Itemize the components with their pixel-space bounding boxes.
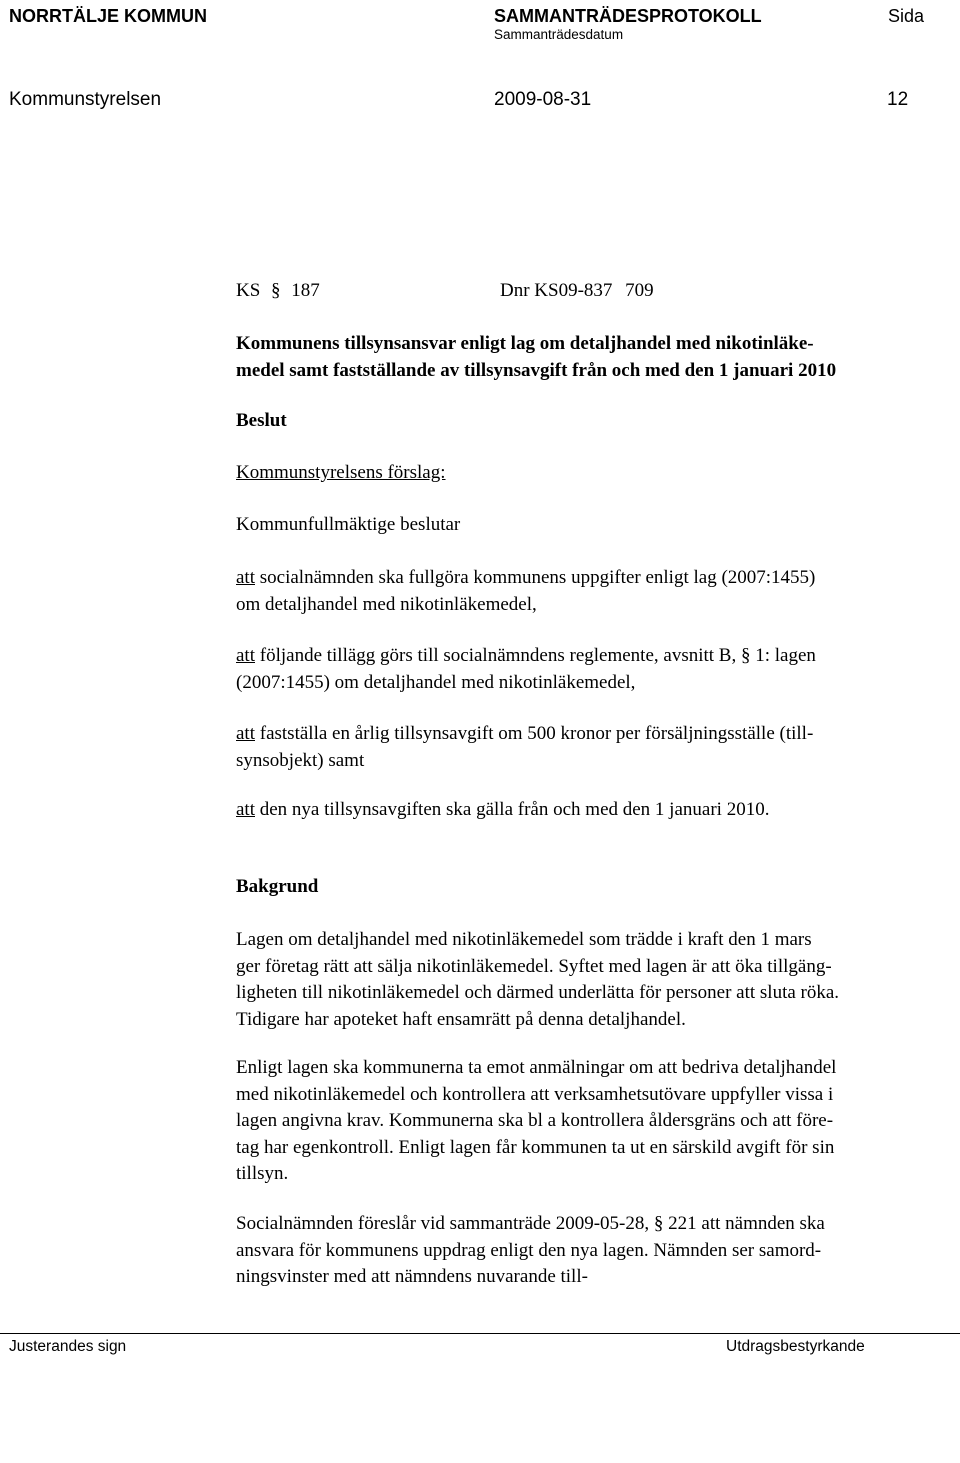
decision-item-1: att socialnämnden ska fullgöra kommunens uppgifter enligt lag (2007:1455) om detaljhandel med nikotinläkemedel, <box>236 567 816 615</box>
text-line: ningsvinster med att nämndens nuvarande till- <box>236 1266 588 1287</box>
text-line: Lagen om detaljhandel med nikotinläkemedel som trädde i kraft den 1 mars <box>236 929 812 950</box>
text-line: ansvara för kommunens uppdrag enligt den nya lagen. Nämnden ser samord- <box>236 1239 822 1261</box>
meeting-body: Kommunstyrelsen <box>9 89 162 110</box>
case-title <box>236 331 926 384</box>
section-sign: § <box>653 1213 664 1234</box>
att-keyword: att <box>236 645 255 666</box>
text-line: tag har egenkontroll. Enligt lagen får kommunen ta ut en särskild avgift för sin <box>236 1136 835 1158</box>
decision-item-3: att fastställa en årlig tillsynsavgift om 500 kronor per försäljningsställe (till- synsobjekt) samt <box>236 723 814 771</box>
text-line: tillsyn. <box>236 1163 289 1184</box>
text-line: med nikotinläkemedel och kontrollera att verksamhetsutövare uppfyller vissa i <box>236 1083 834 1105</box>
bakgrund-paragraph-3: Socialnämnden föreslår vid sammanträde 2009-05-28, § 221 att nämnden ska ansvara för kommunens uppdrag enligt den nya lagen. Nämnden ser samord- ningsvinster med att nämndens nuvarande till- <box>236 1211 926 1291</box>
footer-justerandes-sign: Justerandes sign <box>9 1338 127 1355</box>
section-sign: § <box>740 645 751 666</box>
dnr <box>500 278 654 305</box>
forslag-label: Kommunstyrelsens förslag: <box>236 462 446 483</box>
ks-label: KS <box>236 280 261 301</box>
title-line: Kommunens tillsynsansvar enligt lag om detaljhandel med nikotinläke- <box>236 333 814 354</box>
ks-number: 187 <box>291 280 320 301</box>
page-number: 12 <box>887 89 909 110</box>
text-line: ger företag rätt att sälja nikotinläkemedel. Syftet med lagen är att öka tillgäng- <box>236 955 832 977</box>
text-line: Tidigare har apoteket haft ensamrätt på denna detaljhandel. <box>236 1008 686 1030</box>
text-line: ligheten till nikotinläkemedel och därmed underlätta för personer att sluta röka. <box>236 982 840 1003</box>
bakgrund-heading: Bakgrund <box>236 876 319 897</box>
decision-item-2: att följande tillägg görs till socialnämndens reglemente, avsnitt B, § 1: lagen (2007:1455) om detaljhandel med nikotinläkemedel, <box>236 645 816 693</box>
bakgrund-paragraph-2 <box>236 1055 926 1188</box>
beslut-heading: Beslut <box>236 410 287 431</box>
footer-utdragsbestyrkande: Utdragsbestyrkande <box>726 1338 865 1355</box>
dnr-number: Dnr KS09-837 <box>500 280 613 301</box>
bakgrund-paragraph-1 <box>236 927 926 1033</box>
page-label: Sida <box>888 6 925 26</box>
meeting-date: 2009-08-31 <box>494 89 592 110</box>
footer-divider <box>0 1333 960 1334</box>
date-label: Sammanträdesdatum <box>494 27 624 42</box>
section-sign: § <box>271 280 281 301</box>
text-line: lagen angivna krav. Kommunerna ska bl a kontrollera åldersgräns och att före- <box>236 1110 834 1131</box>
decision-intro: Kommunfullmäktige beslutar <box>236 514 461 535</box>
case-id <box>236 278 320 305</box>
dnr-code: 709 <box>625 280 654 301</box>
title-line: medel samt fastställande av tillsynsavgift från och med den 1 januari 2010 <box>236 359 837 381</box>
att-keyword: att <box>236 723 255 744</box>
att-keyword: att <box>236 799 255 820</box>
org-name: NORRTÄLJE KOMMUN <box>9 6 207 26</box>
doc-type: SAMMANTRÄDESPROTOKOLL <box>494 6 762 26</box>
text-line: Enligt lagen ska kommunerna ta emot anmälningar om att bedriva detaljhandel <box>236 1057 837 1078</box>
decision-item-4: att den nya tillsynsavgiften ska gälla från och med den 1 januari 2010. <box>236 799 770 820</box>
att-keyword: att <box>236 567 255 588</box>
